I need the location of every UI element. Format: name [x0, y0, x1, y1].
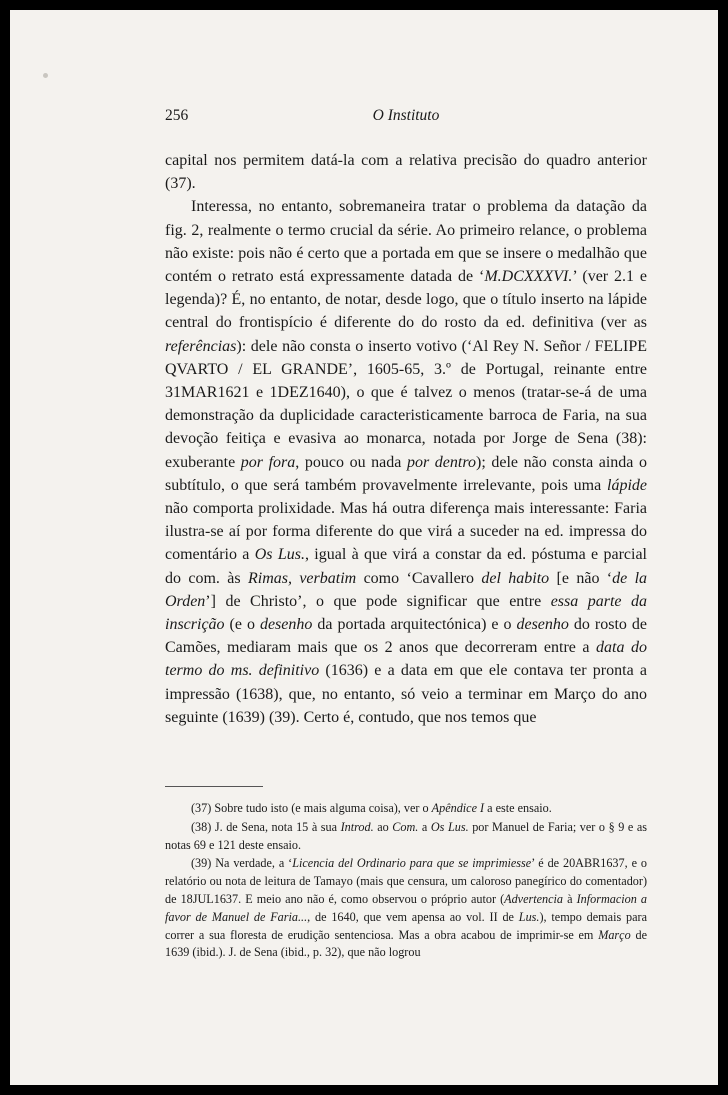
- body-text: [165, 149, 647, 729]
- footnote-37: (37) Sobre tudo isto (e mais alguma coisa), ver o Apêndice I a este ensaio.: [191, 801, 552, 815]
- paragraph-2: Interessa, no entanto, sobremaneira tratar o problema da datação da fig. 2, realmente o termo crucial da série. Ao primeiro relance, o problema não existe: pois não é certo que a portada em que se insere o medalhão que contém o retrato está expressamente datada de ‘M.DCXXXVI.’ (ver 2.1 e legenda)? É, no entanto, de notar, desde logo, que o título inserto na lápide central do frontispício é diferente do do rosto da ed. definitiva (ver as referências): dele não consta o inserto votivo (‘Al Rey N. Señor / FELIPE QVARTO / EL GRANDE’, 1605-65, 3.º de Portugal, reinante entre 31MAR1621 e 1DEZ1640), o que é talvez o menos (tratar-se-á de uma demonstração da duplicidade caracteristicamente barroca de Faria, na sua devoção feitiça e evasiva ao monarca, notada por Jorge de Sena (38): exuberante por fora, pouco ou nada por dentro); dele não consta ainda o subtítulo, o que será também provavelmente irrelevante, pois uma lápide não comporta prolixidade. Mas há outra diferença mais interessante: Faria ilustra-se aí por forma diferente do que virá a suceder na ed. impressa do comentário a Os Lus., igual à que virá a constar da ed. póstuma e parcial do com. às Rimas, verbatim como ‘Cavallero del habito [e não ‘de la Orden’] de Christo’, o que pode significar que entre essa parte da inscrição (e o desenho da portada arquitectónica) e o desenho do rosto de Camões, mediaram mais que os 2 anos que decorreram entre a data do termo do ms. definitivo (1636) e a data em que ele contava ter pronta a impressão (1638), que, no entanto, só veio a terminar em Março do ano seguinte (1639) (39). Certo é, contudo, que nos temos que: [165, 198, 648, 726]
- paper-speck: [43, 73, 48, 78]
- footnotes: [165, 800, 647, 963]
- footnote-separator: [165, 786, 263, 787]
- footnote-38: (38) J. de Sena, nota 15 à sua Introd. ao Com. a Os Lus. por Manuel de Faria; ver o § 9 e as notas 69 e 121 deste ensaio.: [165, 819, 647, 852]
- book-page: [10, 10, 718, 1085]
- footnote-39: (39) Na verdade, a ‘Licencia del Ordinario para que se imprimiesse’ é de 20ABR1637, e o relatório ou nota de leitura de Tamayo (mais que censura, um caloroso panegírico do comentador) de 18JUL1637. E meio ano não é, como observou o próprio autor (Advertencia à Informacion a favor de Manuel de Faria..., de 1640, que vem apensa ao vol. II de Lus.), tempo demais para correr a sua floresta de erudição sentenciosa. Mas a obra acabou de imprimir-se em Março de 1639 (ibid.). J. de Sena (ibid., p. 32), que não logrou: [165, 856, 647, 960]
- page-number: 256: [165, 107, 189, 124]
- running-title: O Instituto: [372, 107, 440, 124]
- paragraph-1: capital nos permitem datá-la com a relativa precisão do quadro anterior (37).: [165, 152, 647, 193]
